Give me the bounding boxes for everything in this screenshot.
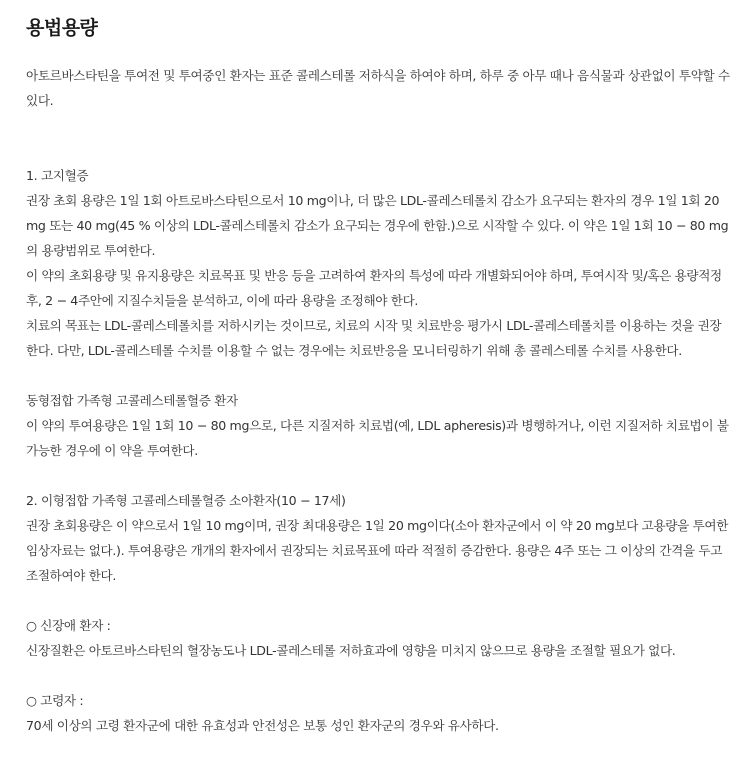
section1-paragraph-2: 이 약의 초회용량 및 유지용량은 치료목표 및 반응 등을 고려하여 환자의 특성에 따라 개별화되어야 하며, 투여시작 및/혹은 용량적정 후, 2 − 4주안에 지질수치들을 분석하고, 이에 따라 용량을 조정해야 한다. <box>26 268 722 308</box>
homozygous-heading: 동형접합 가족형 고콜레스테롤혈증 환자 <box>26 393 238 408</box>
section2-heading: 2. 이형접합 가족형 고콜레스테롤혈증 소아환자(10 − 17세) <box>26 493 346 508</box>
spacer <box>26 588 730 613</box>
elderly-paragraph: 70세 이상의 고령 환자군에 대한 유효성과 안전성은 보통 성인 환자군의 경우와 유사하다. <box>26 718 499 733</box>
homozygous-paragraph: 이 약의 투여용량은 1일 1회 10 − 80 mg으로, 다른 지질저하 치료법(예, LDL apheresis)과 병행하거나, 이런 지질저하 치료법이 불가능한 경우에 이 약을 투여한다. <box>26 418 729 458</box>
section1-paragraph-1: 권장 초회 용량은 1일 1회 아트로바스타틴으로서 10 mg이나, 더 많은 LDL-콜레스테롤치 감소가 요구되는 환자의 경우 1일 1회 20 mg 또는 40 mg(45 % 이상의 LDL-콜레스테롤치 감소가 요구되는 경우에 한함.)으로 시작할 수 있다. 이 약은 1일 1회 10 − 80 mg의 용량범위로 투여한다. <box>26 193 729 258</box>
elderly-heading: ○ 고령자 : <box>26 693 84 708</box>
section2-paragraph: 권장 초회용량은 이 약으로서 1일 10 mg이며, 권장 최대용량은 1일 20 mg이다(소아 환자군에서 이 약 20 mg보다 고용량을 투여한 임상자료는 없다.). 투여용량은 개개의 환자에서 권장되는 치료목표에 따라 적절히 증감한다. 용량은 4주 또는 그 이상의 간격을 두고 조절하여야 한다. <box>26 518 729 583</box>
spacer <box>26 363 730 388</box>
spacer <box>26 663 730 688</box>
page-title: 용법용량 <box>26 17 98 39</box>
spacer <box>26 463 730 488</box>
spacer <box>26 113 730 163</box>
intro-paragraph: 아토르바스타틴을 투여전 및 투여중인 환자는 표준 콜레스테롤 저하식을 하여야 하며, 하루 중 아무 때나 음식물과 상관없이 투약할 수 있다. <box>26 68 730 108</box>
section1-heading: 1. 고지혈증 <box>26 168 89 183</box>
section1-paragraph-3: 치료의 목표는 LDL-콜레스테롤치를 저하시키는 것이므로, 치료의 시작 및 치료반응 평가시 LDL-콜레스테롤치를 이용하는 것을 권장한다. 다만, LDL-콜레스테롤 수치를 이용할 수 없는 경우에는 치료반응을 모니터링하기 위해 총 콜레스테롤 수치를 사용한다. <box>26 318 722 358</box>
dosage-content <box>26 63 730 738</box>
renal-heading: ○ 신장애 환자 : <box>26 618 111 633</box>
renal-paragraph: 신장질환은 아토르바스타틴의 혈장농도나 LDL-콜레스테롤 저하효과에 영향을 미치지 않으므로 용량을 조절할 필요가 없다. <box>26 643 676 658</box>
